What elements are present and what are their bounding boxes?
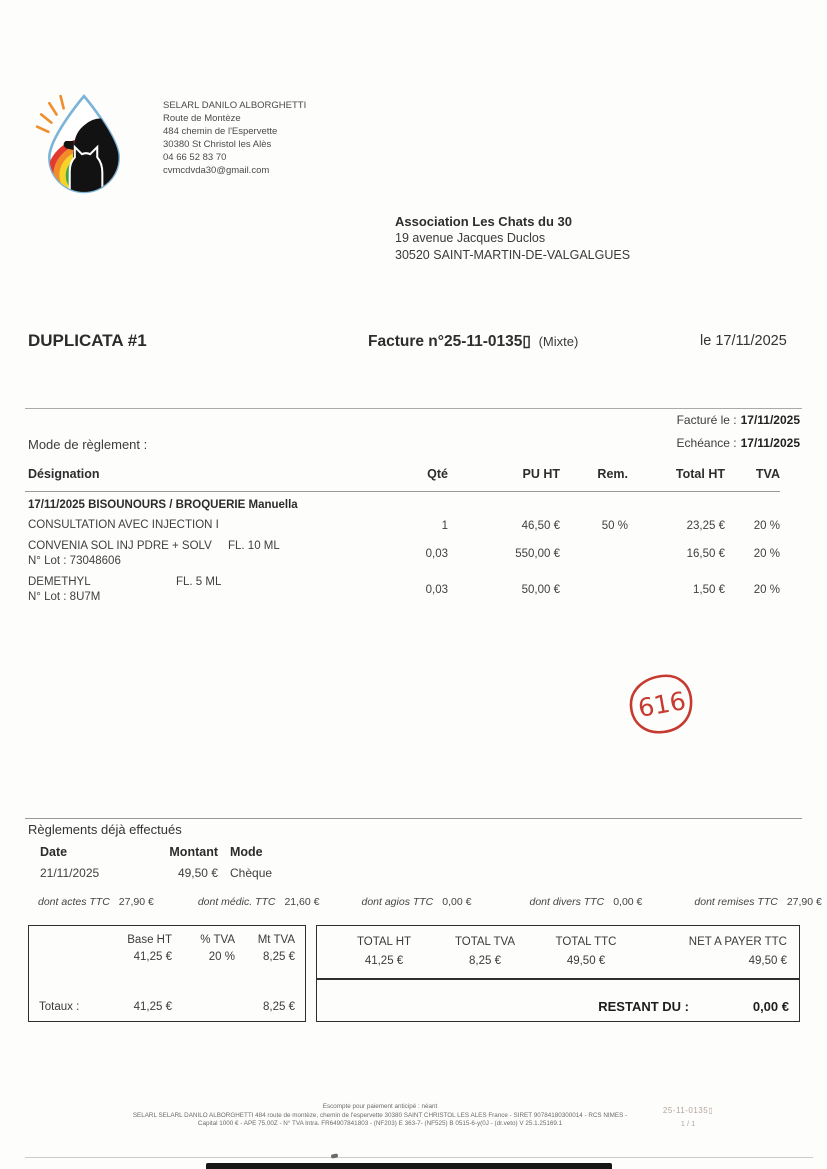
breakdown-item [694,896,821,908]
total-ttc-value: 49,50 € [566,955,606,967]
remaining-due-section [317,980,799,1021]
divider [25,408,802,409]
breakdown-item [198,896,320,908]
invoice-number: Facture n°25-11-0135▯ [368,333,531,350]
breakdown-label: dont divers TTC [529,896,605,908]
item-lot-number: N° Lot : 73048606 [28,555,121,567]
item-unit-price: 50,00 € [521,584,560,596]
payment-mode-label: Mode de règlement : [28,437,148,452]
restant-du-value: 0,00 € [752,999,789,1014]
vat-summary-box [28,925,306,1022]
item-total: 1,50 € [693,584,725,596]
col-designation: Désignation [28,467,100,481]
col-net-a-payer: NET A PAYER TTC [688,936,787,948]
table-row [28,572,780,608]
divider [25,491,780,492]
scan-artifact-line [25,1157,813,1158]
billed-date-line [677,413,800,427]
recipient-street: 19 avenue Jacques Duclos [395,231,546,245]
item-qty: 0,03 [425,584,448,596]
due-date-value: 17/11/2025 [740,436,800,450]
col-vat: TVA [755,467,780,481]
item-discount: 50 % [601,519,628,532]
breakdown-label: dont actes TTC [38,896,110,908]
spacer [39,932,97,949]
col-qty: Qté [427,467,448,481]
item-packaging: FL. 10 ML [228,540,280,552]
items-table-header [28,458,780,489]
total-ht-value: 41,25 € [364,955,404,967]
sun-rays-icon [37,96,63,132]
payment-mode: Chèque [230,866,273,880]
item-unit-price: 550,00 € [515,548,560,560]
col-mt-tva: Mt TVA [257,934,295,946]
due-date-label: Echéance : [676,436,737,450]
sender-phone: 04 66 52 83 70 [163,152,227,163]
vat-value-row [39,949,295,966]
item-name: DEMETHYL [28,576,91,588]
legal-footer [70,1103,690,1129]
payments-title: Règlements déjà effectués [28,822,182,837]
item-vat: 20 % [753,584,780,596]
item-designation [28,575,396,605]
vat-header-row [39,932,295,949]
sender-street: Route de Montèze [163,113,241,124]
totals-value-row [329,952,787,971]
table-row [40,866,300,880]
col-discount: Rem. [597,467,628,481]
col-date: Date [40,845,68,859]
items-table [28,458,780,608]
breakdown-value: 0,00 € [613,896,643,908]
totals-header-row [329,933,787,952]
breakdown-label: dont agios TTC [361,896,434,908]
breakdown-value: 21,60 € [284,896,320,908]
item-qty: 1 [441,519,448,532]
breakdown-value: 0,00 € [442,896,472,908]
col-base-ht: Base HT [127,934,172,946]
due-date-line [677,436,800,450]
invoice-totals-box [316,925,800,1022]
breakdown-value: 27,90 € [786,896,822,908]
payment-date: 21/11/2025 [40,866,100,880]
totals-top-section [317,926,799,980]
invoice-date: le 17/11/2025 [700,333,787,349]
col-total-tva: TOTAL TVA [454,936,516,948]
item-total: 16,50 € [686,548,725,560]
footer-doc-ref: 25-11-0135▯ [662,1106,714,1115]
sender-name: SELARL DANILO ALBORGHETTI [163,100,307,111]
col-total: Total HT [675,467,725,481]
sender-street2: 484 chemin de l'Espervette [163,126,278,137]
vat-rate: 20 % [208,951,235,963]
footer-discount-line: Escompte pour paiement anticipé : néant [322,1103,438,1110]
net-a-payer-value: 49,50 € [748,955,787,967]
page-number: 1 / 1 [680,1119,696,1128]
spacer [39,949,97,966]
col-total-ttc: TOTAL TTC [555,936,617,948]
breakdown-item [361,896,471,908]
billed-date-value: 17/11/2025 [740,413,800,427]
recipient-name: Association Les Chats du 30 [395,214,572,229]
totaux-base: 41,25 € [133,1001,172,1013]
table-row [28,536,780,572]
sender-city: 30380 St Christol les Alès [163,139,272,150]
payments-table [40,845,300,880]
breakdown-label: dont remises TTC [694,896,778,908]
item-vat: 20 % [753,548,780,560]
item-vat: 20 % [753,519,780,532]
breakdown-value: 27,90 € [118,896,154,908]
spacer [172,999,235,1016]
recipient-city: 30520 SAINT-MARTIN-DE-VALGALGUES [395,248,631,262]
ttc-breakdown-line [38,896,822,908]
item-lot-number: N° Lot : 8U7M [28,591,101,603]
billed-date-label: Facturé le : [676,413,737,427]
payment-amount: 49,50 € [177,866,218,880]
visit-group-header: 17/11/2025 BISOUNOURS / BROQUERIE Manuella [28,499,298,511]
sender-email: cvmcdvda30@gmail.com [163,165,270,176]
item-qty: 0,03 [425,548,448,560]
breakdown-item [38,896,154,908]
vat-base: 41,25 € [133,951,172,963]
divider [25,818,802,819]
restant-du-label: RESTANT DU : [598,999,689,1014]
duplicata-label: DUPLICATA #1 [28,331,147,350]
item-designation: CONSULTATION AVEC INJECTION I [28,519,219,531]
vat-amount: 8,25 € [263,951,295,963]
stamp-number: 616 [635,686,688,723]
col-pct-tva: % TVA [200,934,235,946]
item-packaging: FL. 5 ML [176,576,222,588]
col-unit-price: PU HT [522,467,560,481]
col-total-ht: TOTAL HT [356,936,412,948]
invoice-number-line [368,332,578,351]
totaux-label: Totaux : [39,1001,80,1013]
handwritten-red-stamp [626,672,698,738]
item-name: CONVENIA SOL INJ PDRE + SOLV [28,540,212,552]
recipient-address-block [395,213,630,264]
vat-totals-row [39,999,295,1016]
red-circle-icon [626,672,698,738]
breakdown-item [529,896,642,908]
breakdown-label: dont médic. TTC [197,896,276,908]
item-designation [28,539,396,569]
item-total: 23,25 € [686,519,725,532]
total-tva-value: 8,25 € [469,955,501,967]
cat-silhouette-icon [70,147,103,196]
totaux-mt: 8,25 € [263,1001,295,1013]
item-unit-price: 46,50 € [521,519,560,532]
payments-header [40,845,300,859]
table-row [28,515,780,536]
sender-address-block [163,99,306,177]
col-amount: Montant [169,845,218,859]
col-mode: Mode [230,845,263,859]
waterdrop-rainbow-pets-logo [33,90,135,198]
scan-edge-strip [206,1163,612,1169]
invoice-type: (Mixte) [538,334,579,349]
clinic-logo [33,90,135,198]
footer-company-line: SELARL SELARL DANILO ALBORGHETTI 484 route de montèze, chemin de l'espervette 30380 SAINT CHRISTOL LES ALES France - SIRET 90784180300014 - RCS NIMES - [132,1111,628,1119]
footer-capital-line: Capital 1000 € - APE 75.00Z - N° TVA Intra. FR64907841803 - (NF203) E 363-7- (NF525) B 0515-6-y(0J - (dr.veto) V 25.1.25169.1 [197,1120,563,1128]
